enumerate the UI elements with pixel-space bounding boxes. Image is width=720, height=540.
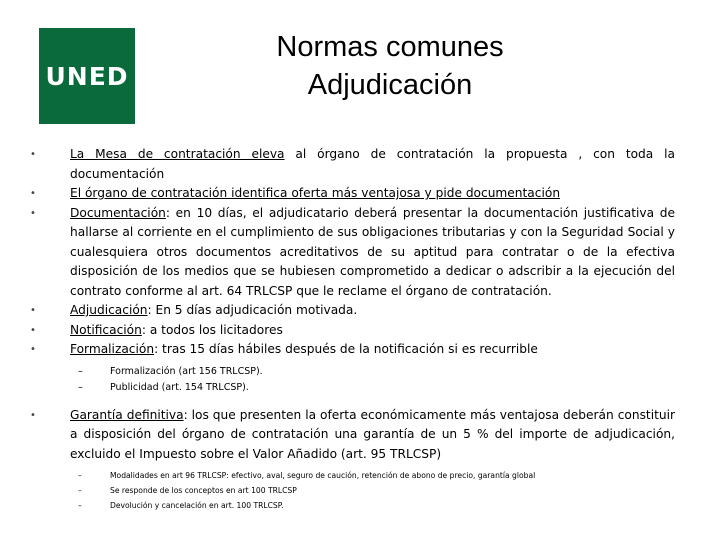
dash-icon: –: [78, 365, 83, 377]
bullet-icon: •: [30, 207, 36, 219]
sub-item-text: Modalidades en art 96 TRLCSP: efectivo, aval, seguro de caución, retención de abono de precio, garantía global: [110, 471, 536, 480]
bullet-label: Garantía definitiva: [70, 407, 184, 422]
bullet-item-adjudicacion: [30, 301, 675, 321]
logo-text: UNED: [45, 61, 129, 91]
sub-item: [30, 483, 675, 498]
sub-item: [30, 364, 675, 380]
bullet-label: Notificación: [70, 322, 142, 337]
bullet-text: [70, 406, 675, 465]
bullet-label: Adjudicación: [70, 303, 148, 317]
bullet-icon: •: [30, 344, 36, 355]
bullet-icon: •: [30, 305, 36, 316]
bullet-body: : en 10 días, el adjudicatario deberá presentar la documentación justificativa de hallarse al corriente en el cumplimiento de sus obligaciones tributarias y con la Seguridad Social y cualesquiera otros documentos acreditativos de su aptitud para contratar o de la efectiva disposición de los medios que se hubiesen comprometido a dedicar o adscribir a la ejecución del contrato conforme al art. 64 TRLCSP que le reclame el órgano de contratación.: [70, 205, 675, 298]
sub-item-text: Publicidad (art. 154 TRLCSP).: [110, 381, 249, 393]
bullet-item-mesa: [30, 145, 675, 184]
dash-icon: –: [78, 381, 83, 393]
slide-title: [190, 28, 590, 104]
bullet-label: Formalización: [70, 342, 155, 356]
formalizacion-sublist: [30, 364, 675, 396]
bullet-item-organo: [30, 184, 675, 204]
bullet-icon: •: [30, 324, 36, 336]
bullet-label: El órgano de contratación identifica oferta más ventajosa y pide documentación: [70, 186, 561, 200]
bullet-body: al órgano de contratación la propuesta , con toda la documentación: [70, 147, 675, 181]
bullet-body: : tras 15 días hábiles después de la notificación si es recurrible: [154, 342, 538, 356]
bullet-body: : los que presenten la oferta económicamente más ventajosa deberán constituir a disposición del órgano de contratación una garantía de un 5 % del importe de adjudicación, excluido el Impuesto sobre el Valor Añadido (art. 95 TRLCSP): [70, 407, 675, 461]
sub-item: [30, 498, 675, 513]
title-line-2: Adjudicación: [307, 69, 473, 101]
bullet-body: : En 5 días adjudicación motivada.: [147, 303, 358, 317]
sub-item: [30, 468, 675, 483]
dash-icon: –: [78, 471, 82, 480]
sub-item-text: Formalización (art 156 TRLCSP).: [110, 365, 263, 377]
bullet-text: [70, 145, 675, 184]
slide-body: [30, 145, 675, 519]
dash-icon: –: [78, 486, 82, 495]
bullet-label: Documentación: [70, 205, 166, 220]
sub-item-text: Devolución y cancelación en art. 100 TRLCSP.: [110, 501, 284, 510]
bullet-text: [70, 340, 675, 360]
bullet-label: La Mesa de contratación eleva: [70, 147, 285, 161]
bullet-text: [70, 184, 675, 204]
bullet-text: [70, 301, 675, 321]
sub-item-text: Se responde de los conceptos en art 100 TRLCSP: [110, 486, 297, 495]
bullet-body: : a todos los licitadores: [141, 322, 283, 337]
title-line-1: Normas comunes: [276, 31, 504, 63]
dash-icon: –: [78, 501, 82, 510]
bullet-text: [70, 204, 675, 302]
bullet-item-notificacion: [30, 321, 675, 341]
garantia-sublist: [30, 468, 675, 513]
bullet-text: [70, 321, 675, 341]
bullet-icon: •: [30, 149, 36, 160]
sub-item: [30, 380, 675, 396]
uned-logo: [39, 28, 135, 124]
bullet-item-documentacion: [30, 204, 675, 302]
bullet-item-garantia: [30, 406, 675, 465]
bullet-icon: •: [30, 188, 36, 199]
bullet-icon: •: [30, 409, 36, 421]
bullet-item-formalizacion: [30, 340, 675, 360]
